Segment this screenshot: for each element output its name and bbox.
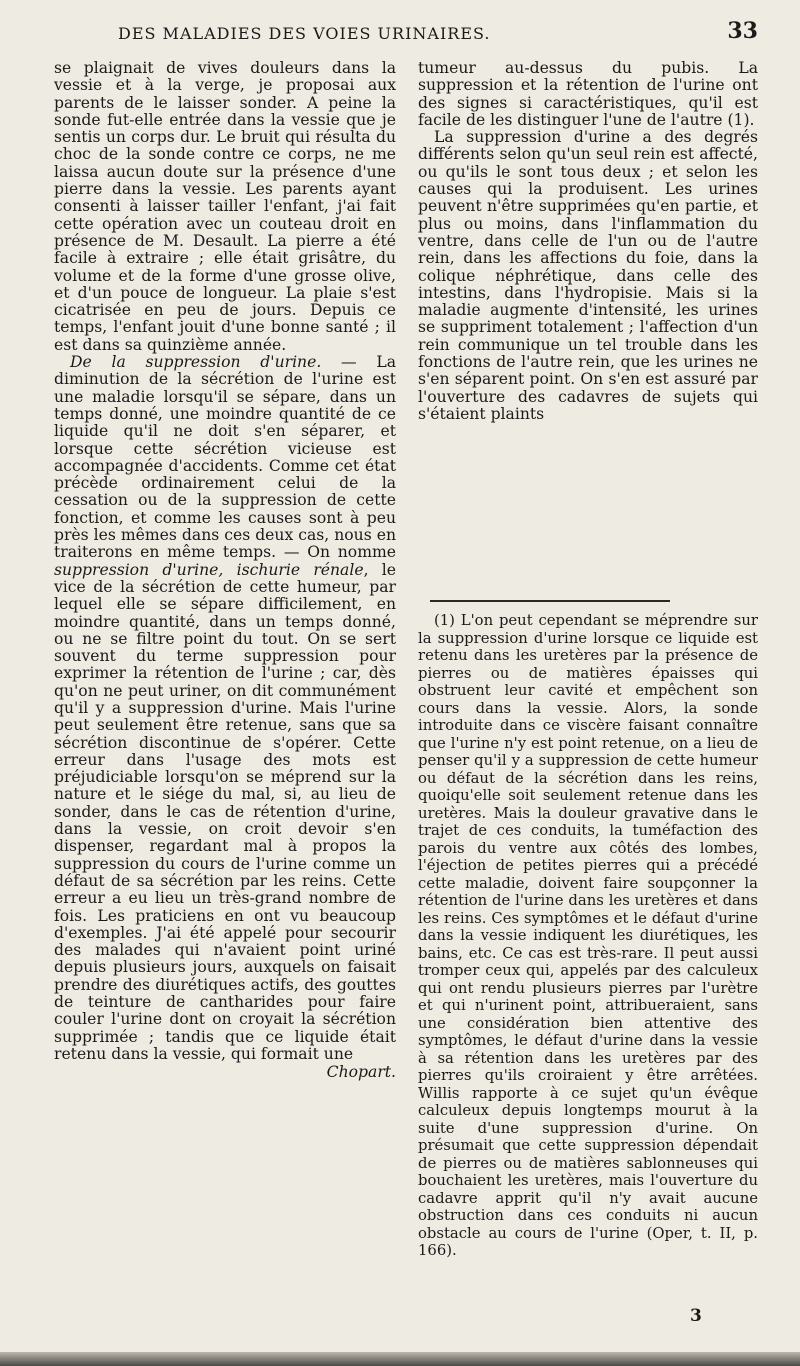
paragraph-suppression-urine: [54, 354, 396, 1063]
term-emphasis: suppression d'urine, ischurie rénale: [54, 560, 364, 579]
paragraph-text: , le vice de la sécrétion de cette humeur, par lequel elle se sépare difficilement, en moindre quantité, dans un temps donné, ou ne se filtre point du tout. On se sert souvent du terme suppression pour exprimer la rétention de l'urine ; car, dès qu'on ne peut uriner, on dit communément qu'il y a suppression d'urine. Mais l'urine peut seulement être retenue, sans que sa sécrétion discontinue de s'opérer. Cette erreur dans l'usage des mots est préjudiciable lorsqu'on se méprend sur la nature et le siége du mal, si, au lieu de sonder, dans le cas de rétention d'urine, dans la vessie, on croit devoir s'en dispenser, regardant mal à propos la suppression du cours de l'urine comme un défaut de sa sécrétion par les reins. Cette erreur a eu lieu un très-grand nombre de fois. Les praticiens en ont vu beaucoup d'exemples. J'ai été appelé pour secourir des malades qui n'avaient point uriné depuis plusieurs jours, auxquels on faisait prendre des diurétiques actifs, des gouttes de teinture de cantharides pour faire couler l'urine dont on croyait la sécrétion supprimée ; tandis que ce liquide était retenu dans la vessie, qui formait une: [54, 560, 397, 1063]
footnote-rule: [430, 600, 670, 602]
gathering-signature-mark: 3: [690, 1306, 702, 1326]
paragraph: se plaignait de vives douleurs dans la vessie et à la verge, je proposai aux parents de le laisser sonder. A peine la sonde fut-elle entrée dans la vessie que je sentis un corps dur. Le bruit qui résulta du choc de la sonde contre ce corps, ne me laissa aucun doute sur la présence d'une pierre dans la vessie. Les parents ayant consenti à laisser tailler l'enfant, j'ai fait cette opération avec un couteau droit en présence de M. Desault. La pierre a été facile à extraire ; elle était grisâtre, du volume et de la forme d'une grosse olive, et d'un pouce de longueur. La plaie s'est cicatrisée en peu de jours. Depuis ce temps, l'enfant jouit d'une bonne santé ; il est dans sa quinzième année.: [54, 59, 396, 354]
author-signature: Chopart.: [326, 1063, 396, 1082]
footnote-text: (1) L'on peut cependant se méprendre sur la suppression d'urine lorsque ce liquide est retenu dans les uretères par la présence de pierres ou de matières épaisses qui obstruent leur cavité et empêchent son cours dans la vessie. Alors, la sonde introduite dans ce viscère faisant connaître que l'urine n'y est point retenue, on a lieu de penser qu'il y a suppression de cette humeur ou défaut de la sécrétion dans les reins, quoiqu'elle soit seulement retenue dans les uretères. Mais la douleur gravative dans le trajet de ces conduits, la tuméfaction des parois du ventre aux côtés des lombes, l'éjection de petites pierres qui a précédé cette maladie, doivent faire soupçonner la rétention de l'urine dans les uretères et dans les reins. Ces symptômes et le défaut d'urine dans la vessie indiquent les diurétiques, les bains, etc. Ce cas est très-rare. Il peut aussi tromper ceux qui, appelés par des calculeux qui ont rendu plusieurs pierres par l'urètre et qui n'urinent point, attribueraient, sans une considération bien attentive des symptômes, le défaut d'urine dans la vessie à sa rétention dans les uretères par des pierres qu'ils croiraient y être arrêtées. Willis rapporte à ce sujet qu'un évêque calculeux depuis longtemps mourut à la suite d'une suppression d'urine. On présumait que cette suppression dépendait de pierres ou de matières sablonneuses qui bouchaient les uretères, mais l'ouverture du cadavre apprit qu'il n'y avait aucune obstruction dans ces conduits ni aucun obstacle au cours de l'urine (Oper, t. II, p. 166).: [418, 612, 758, 1259]
paragraph: La suppression d'urine a des degrés différents selon qu'un seul rein est affecté, ou qu'ils le sont tous deux ; et selon les causes qui la produisent. Les urines peuvent n'être supprimées qu'en partie, et plus ou moins, dans l'inflammation du ventre, dans celle de l'un ou de l'autre rein, dans les affections du foie, dans la colique néphrétique, dans celle des intestins, dans l'hydropisie. Mais si la maladie augmente d'intensité, les urines se suppriment totalement ; l'affection d'un rein communique un tel trouble dans les fonctions de l'autre rein, que les urines ne s'en séparent point. On s'en est assuré par l'ouverture des cadavres de sujets qui s'étaient plaints: [418, 128, 758, 423]
section-heading: De la suppression d'urine.: [70, 353, 322, 372]
running-title: DES MALADIES DES VOIES URINAIRES.: [118, 24, 491, 43]
paragraph-text: — La diminution de la sécrétion de l'urine est une maladie lorsqu'il se sépare, dans un temps donné, une moindre quantité de ce liquide qu'il ne doit s'en séparer, et lorsque cette sécrétion vicieuse est accompagnée d'accidents. Comme cet état précède ordinairement celui de la cessation ou de la suppression de cette fonction, et comme les causes sont à peu près les mêmes dans ces deux cas, nous en traiterons en même temps. — On nomme: [54, 353, 396, 562]
page-number: 33: [727, 18, 758, 44]
running-head: [0, 18, 800, 50]
footnote: [418, 612, 758, 1260]
paragraph: tumeur au-dessus du pubis. La suppression et la rétention de l'urine ont des signes si caractéristiques, qu'il est facile de les distinguer l'une de l'autre (1).: [418, 59, 758, 129]
right-column: [418, 60, 758, 423]
page-bottom-edge: [0, 1352, 800, 1366]
left-column: [54, 60, 396, 1082]
